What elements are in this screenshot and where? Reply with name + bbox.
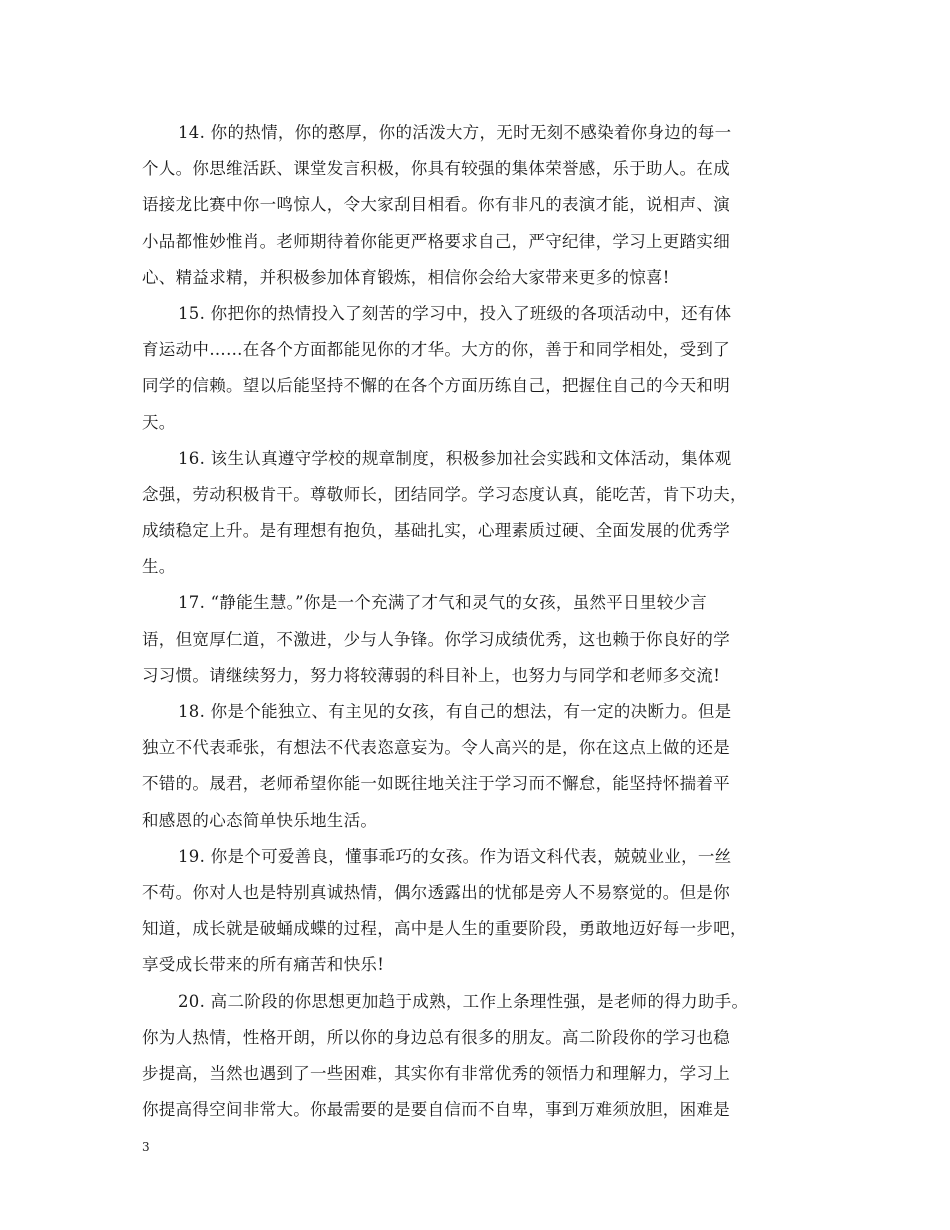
paragraph-line: 步提高，当然也遇到了一些困难，其实你有非常优秀的领悟力和理解力，学习上 xyxy=(142,1063,730,1083)
paragraph-line: 17. “静能生慧。”你是一个充满了才气和灵气的女孩，虽然平日里较少言 xyxy=(178,593,708,613)
paragraph-line: 心、精益求精，并积极参加体育锻炼，相信你会给大家带来更多的惊喜! xyxy=(142,267,670,287)
paragraph-line: 生。 xyxy=(142,557,176,577)
paragraph-line: 习习惯。请继续努力，努力将较薄弱的科目补上，也努力与同学和老师多交流! xyxy=(142,665,721,685)
paragraph-line: 你提高得空间非常大。你最需要的是要自信而不自卑，事到万难须放胆，困难是 xyxy=(142,1100,730,1120)
paragraph-line: 19. 你是个可爱善良，懂事乖巧的女孩。作为语文科代表，兢兢业业，一丝 xyxy=(178,846,732,866)
paragraph-line: 小品都惟妙惟肖。老师期待着你能更严格要求自己，严守纪律，学习上更踏实细 xyxy=(142,231,730,251)
paragraph-line: 天。 xyxy=(142,412,176,432)
page-number: 3 xyxy=(142,1140,150,1154)
paragraph-line: 20. 高二阶段的你思想更加趋于成熟，工作上条理性强，是老师的得力助手。 xyxy=(178,991,749,1011)
paragraph xyxy=(142,984,812,1129)
paragraph-line: 15. 你把你的热情投入了刻苦的学习中，投入了班级的各项活动中，还有体 xyxy=(178,303,732,323)
paragraph xyxy=(142,839,812,984)
paragraph xyxy=(142,694,812,839)
paragraph-line: 育运动中……在各个方面都能见你的才华。大方的你，善于和同学相处，受到了 xyxy=(142,340,730,360)
paragraph-line: 语，但宽厚仁道，不激进，少与人争锋。你学习成绩优秀，这也赖于你良好的学 xyxy=(142,629,730,649)
paragraph-line: 个人。你思维活跃、课堂发言积极，你具有较强的集体荣誉感，乐于助人。在成 xyxy=(142,159,730,179)
paragraph-line: 知道，成长就是破蛹成蝶的过程，高中是人生的重要阶段，勇敢地迈好每一步吧， xyxy=(142,919,747,939)
paragraph-line: 独立不代表乖张，有想法不代表恣意妄为。令人高兴的是，你在这点上做的还是 xyxy=(142,738,730,758)
document-body xyxy=(142,115,812,1128)
paragraph-line: 你为人热情，性格开朗，所以你的身边总有很多的朋友。高二阶段你的学习也稳 xyxy=(142,1027,730,1047)
paragraph-line: 14. 你的热情，你的憨厚，你的活泼大方，无时无刻不感染着你身边的每一 xyxy=(178,123,732,142)
paragraph-line: 不错的。晟君，老师希望你能一如既往地关注于学习而不懈怠，能坚持怀揣着平 xyxy=(142,774,730,794)
paragraph xyxy=(142,296,812,441)
paragraph-line: 18. 你是个能独立、有主见的女孩，有自己的想法，有一定的决断力。但是 xyxy=(178,702,732,721)
paragraph-line: 念强，劳动积极肯干。尊敬师长，团结同学。学习态度认真，能吃苦，肯下功夫， xyxy=(142,484,747,504)
paragraph-line: 语接龙比赛中你一鸣惊人，令大家刮目相看。你有非凡的表演才能，说相声、演 xyxy=(142,195,730,215)
paragraph-line: 享受成长带来的所有痛苦和快乐! xyxy=(142,955,385,975)
paragraph xyxy=(142,441,812,586)
paragraph-line: 成绩稳定上升。是有理想有抱负，基础扎实，心理素质过硬、全面发展的优秀学 xyxy=(142,521,730,541)
paragraph-line: 16. 该生认真遵守学校的规章制度，积极参加社会实践和文体活动，集体观 xyxy=(178,448,732,468)
paragraph-line: 不苟。你对人也是特别真诚热情，偶尔透露出的忧郁是旁人不易察觉的。但是你 xyxy=(142,882,730,902)
paragraph xyxy=(142,115,812,296)
paragraph xyxy=(142,585,812,694)
paragraph-line: 和感恩的心态简单快乐地生活。 xyxy=(142,810,378,830)
paragraph-line: 同学的信赖。望以后能坚持不懈的在各个方面历练自己，把握住自己的今天和明 xyxy=(142,376,730,396)
